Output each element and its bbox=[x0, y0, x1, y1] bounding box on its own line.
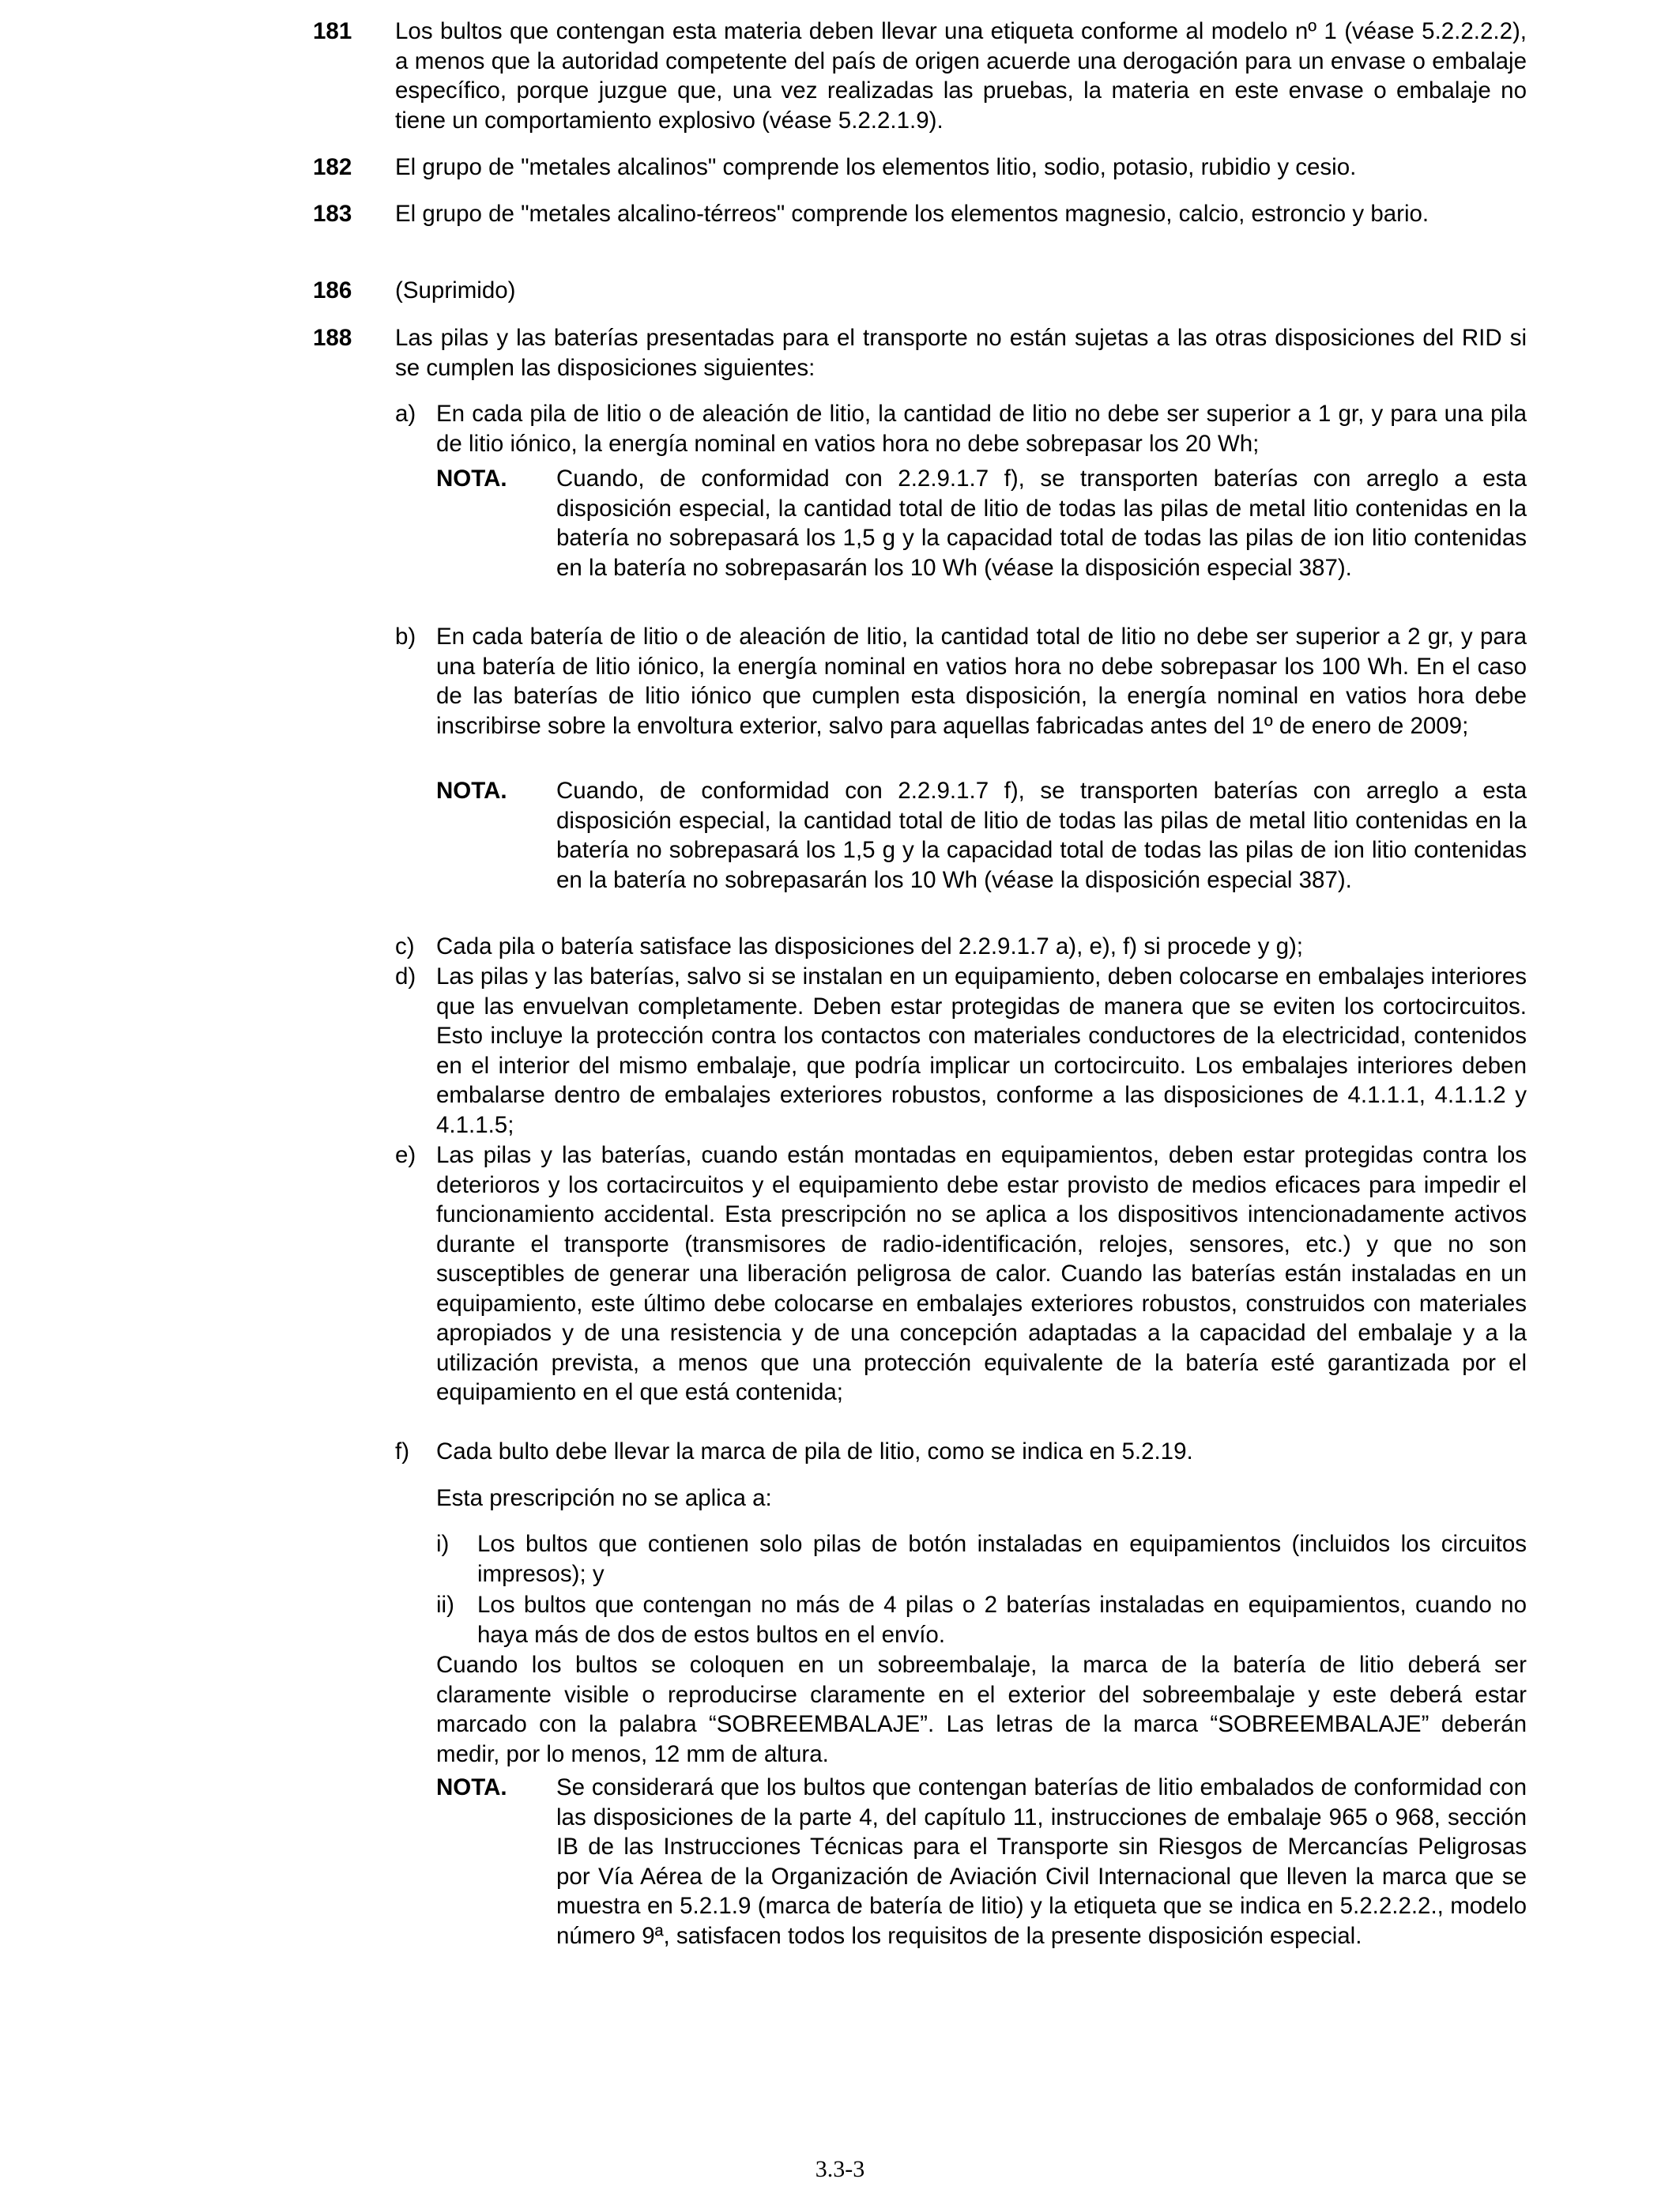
provision-text: Las pilas y las baterías presentadas para el transporte no están sujetas a las otras disposiciones del RID si se cumplen las disposiciones siguientes: bbox=[395, 325, 1527, 381]
list-item-label: b) bbox=[395, 624, 416, 650]
note-label: NOTA. bbox=[436, 1774, 507, 1800]
note-text: Se considerará que los bultos que contengan baterías de litio embalados de conformidad con las disposiciones de la parte 4, del capítulo 11, instrucciones de embalaje 965 o 968, sección IB de las Instrucciones Técnicas para el Transporte sin Riesgos de Mercancías Peligrosas por Vía Aérea de la Organización de Aviación Civil Internacional que lleven la marca que se muestra en 5.2.1.9 (marca de batería de litio) y la etiqueta que se indica en 5.2.2.2.2., modelo número 9ª, satisfacen todos los requisitos de la presente disposición especial. bbox=[556, 1774, 1527, 1949]
provision-number: 186 bbox=[313, 277, 352, 303]
list-item-label: f) bbox=[395, 1438, 410, 1465]
note-label: NOTA. bbox=[436, 778, 507, 804]
sub-item-text: Los bultos que contengan no más de 4 pilas o 2 baterías instaladas en equipamientos, cuando no haya más de dos de estos bultos en el envío. bbox=[477, 1592, 1527, 1648]
provision-text: El grupo de "metales alcalinos" comprende los elementos litio, sodio, potasio, rubidio y cesio. bbox=[395, 154, 1357, 180]
note-text: Cuando, de conformidad con 2.2.9.1.7 f), se transporten baterías con arreglo a esta disposición especial, la cantidad total de litio de todas las pilas de metal litio contenidas en la batería no sobrepasará los 1,5 g y la capacidad total de todas las pilas de ion litio contenidas en la batería no sobrepasarán los 10 Wh (véase la disposición especial 387). bbox=[556, 466, 1527, 581]
list-item-text: En cada batería de litio o de aleación de litio, la cantidad total de litio no debe ser superior a 2 gr, y para una batería de litio iónico, la energía nominal en vatios hora no debe sobrepasar los 100 Wh. En el caso de las baterías de litio iónico que cumplen esta disposición, la energía nominal en vatios hora debe inscribirse sobre la envoltura exterior, salvo para aquellas fabricadas antes del 1º de enero de 2009; bbox=[436, 624, 1527, 739]
list-item-label: c) bbox=[395, 933, 415, 959]
provision-text: Los bultos que contengan esta materia deben llevar una etiqueta conforme al modelo nº 1 (véase 5.2.2.2.2), a menos que la autoridad competente del país de origen acuerde una derogación para un envase o embalaje específico, porque juzgue que, una vez realizadas las pruebas, la materia en este envase o embalaje no tiene un comportamiento explosivo (véase 5.2.2.1.9). bbox=[395, 18, 1527, 134]
note-label: NOTA. bbox=[436, 466, 507, 492]
list-item-label: d) bbox=[395, 963, 416, 990]
sub-item-label: i) bbox=[436, 1531, 450, 1557]
provision-number: 183 bbox=[313, 201, 352, 227]
exemption-intro: Esta prescripción no se aplica a: bbox=[436, 1485, 772, 1511]
note-text: Cuando, de conformidad con 2.2.9.1.7 f), se transporten baterías con arreglo a esta disposición especial, la cantidad total de litio de todas las pilas de metal litio contenidas en la batería no sobrepasará los 1,5 g y la capacidad total de todas las pilas de ion litio contenidas en la batería no sobrepasarán los 10 Wh (véase la disposición especial 387). bbox=[556, 778, 1527, 893]
provision-number: 188 bbox=[313, 325, 352, 351]
list-item-text: Cada bulto debe llevar la marca de pila de litio, como se indica en 5.2.19. bbox=[436, 1438, 1193, 1465]
provision-number: 181 bbox=[313, 18, 352, 44]
list-item-label: e) bbox=[395, 1142, 416, 1168]
page-number: 3.3-3 bbox=[815, 2156, 865, 2182]
provision-text: (Suprimido) bbox=[395, 277, 516, 303]
list-item-text: Cada pila o batería satisface las disposiciones del 2.2.9.1.7 a), e), f) si procede y g); bbox=[436, 933, 1304, 959]
provision-number: 182 bbox=[313, 154, 352, 180]
list-item-text: Las pilas y las baterías, salvo si se instalan en un equipamiento, deben colocarse en embalajes interiores que las envuelvan completamente. Deben estar protegidas de manera que se eviten los cortocircuitos. Esto incluye la protección contra los contactos con materiales conductores de la electricidad, contenidos en el interior del mismo embalaje, que podría implicar un cortocircuito. Los embalajes interiores deben embalarse dentro de embalajes exteriores robustos, conforme a las disposiciones de 4.1.1.1, 4.1.1.2 y 4.1.1.5; bbox=[436, 963, 1527, 1138]
list-item-text: Las pilas y las baterías, cuando están montadas en equipamientos, deben estar protegidas contra los deterioros y los cortacircuitos y el equipamiento debe estar provisto de medios eficaces para impedir el funcionamiento accidental. Esta prescripción no se aplica a los dispositivos intencionadamente activos durante el transporte (transmisores de radio-identificación, relojes, sensores, etc.) y que no son susceptibles de generar una liberación peligrosa de calor. Cuando las baterías están instaladas en un equipamiento, este último debe colocarse en embalajes exteriores robustos, construidos con materiales apropiados y de una resistencia y de una concepción adaptadas a la capacidad del embalaje y a la utilización prevista, a menos que una protección equivalente de la batería esté garantizada por el equipamiento en el que está contenida; bbox=[436, 1142, 1527, 1405]
sub-item-label: ii) bbox=[436, 1592, 454, 1618]
overpack-paragraph: Cuando los bultos se coloquen en un sobreembalaje, la marca de la batería de litio deberá ser claramente visible o reproducirse claramente en el exterior del sobreembalaje y este deberá estar marcado con la palabra “SOBREEMBALAJE”. Las letras de la marca “SOBREEMBALAJE” deberán medir, por lo menos, 12 mm de altura. bbox=[436, 1652, 1527, 1767]
sub-item-text: Los bultos que contienen solo pilas de botón instaladas en equipamientos (incluidos los circuitos impresos); y bbox=[477, 1531, 1527, 1587]
list-item-text: En cada pila de litio o de aleación de litio, la cantidad de litio no debe ser superior a 1 gr, y para una pila de litio iónico, la energía nominal en vatios hora no debe sobrepasar los 20 Wh; bbox=[436, 401, 1527, 457]
provision-text: El grupo de "metales alcalino-térreos" comprende los elementos magnesio, calcio, estroncio y bario. bbox=[395, 201, 1430, 227]
list-item-label: a) bbox=[395, 401, 416, 427]
